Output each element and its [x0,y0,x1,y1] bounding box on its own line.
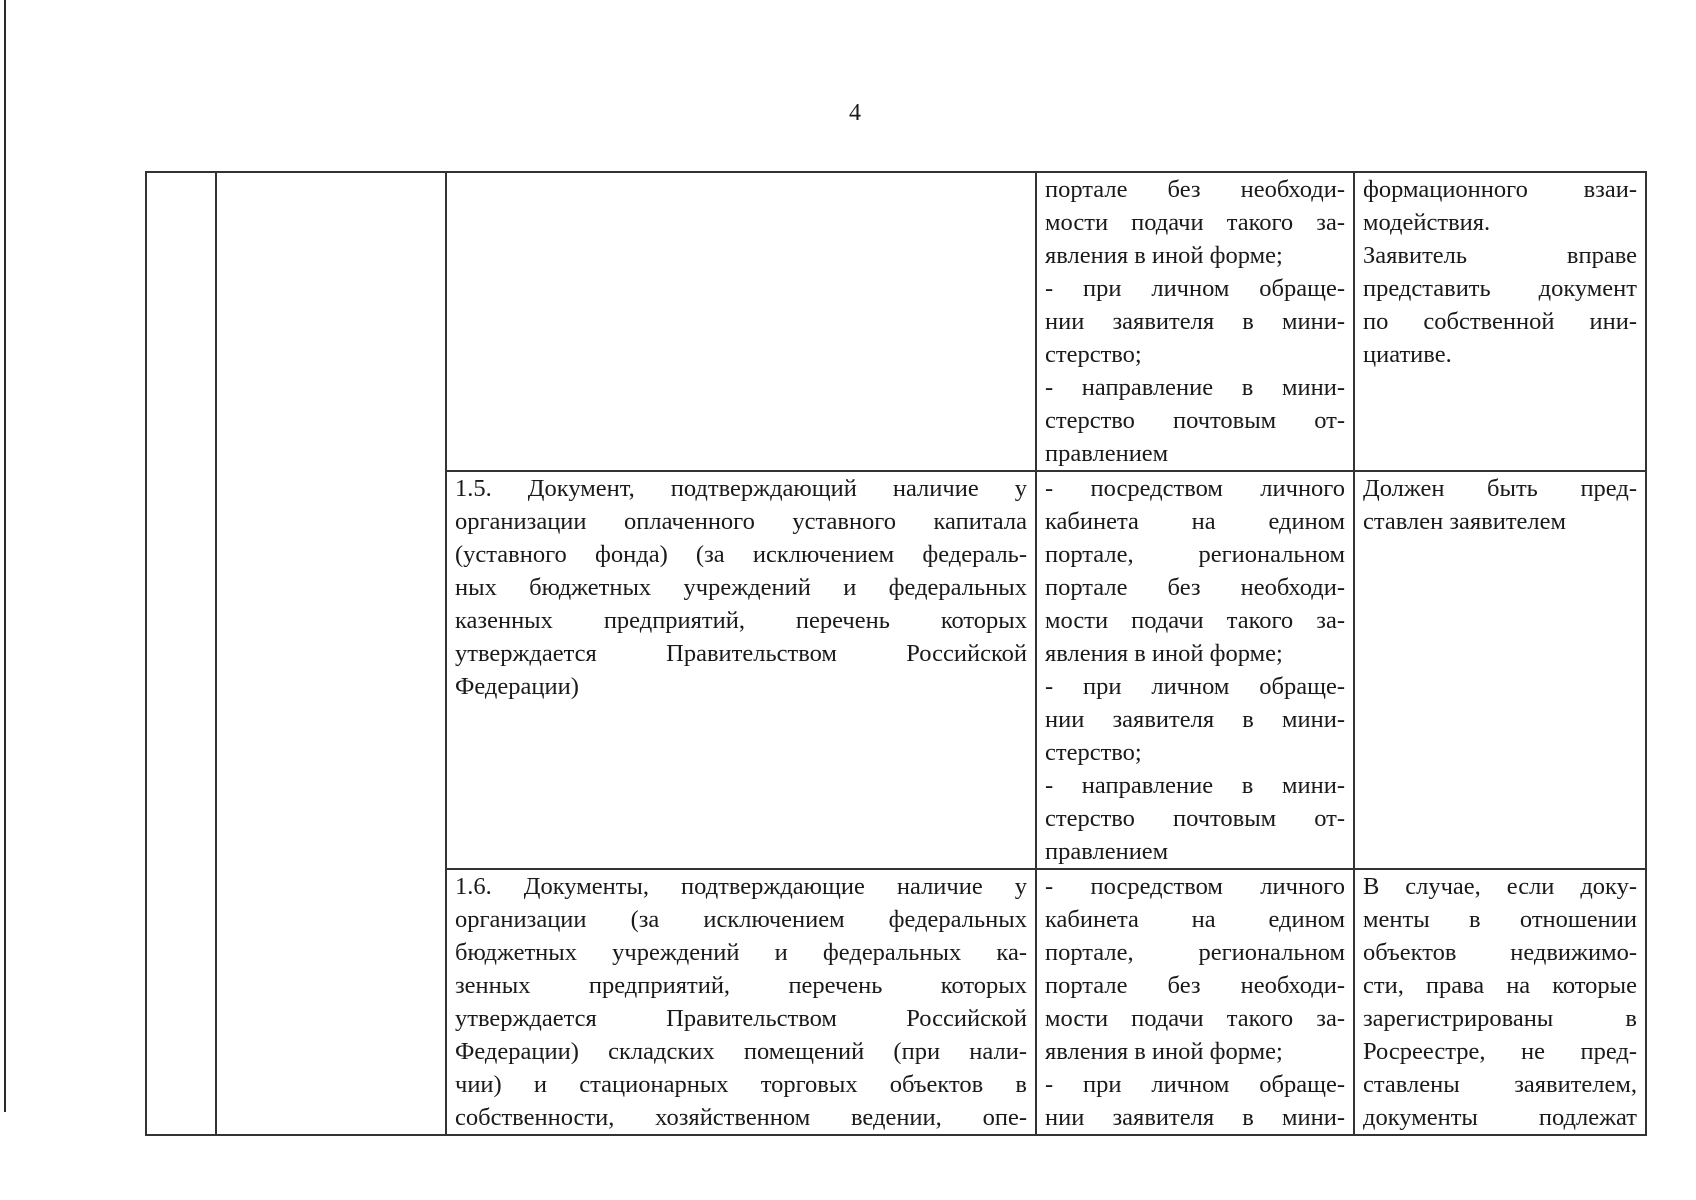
text-line: формационного взаи- [1363,176,1637,203]
text-line: явления в иной форме; [1045,640,1283,667]
note-cell [1354,869,1646,1135]
text-line: собственности, хозяйственном ведении, опе- [455,1104,1027,1131]
text-line: стерство почтовым от- [1045,805,1345,832]
group-column-cell [216,172,446,1135]
text-line: ставлен заявителем [1363,508,1567,535]
text-line: правлением [1045,440,1169,467]
text-line: утверждается Правительством Российской [455,640,1027,667]
text-line: Федерации) складских помещений (при нали- [455,1038,1027,1065]
text-line: нии заявителя в мини- [1045,308,1345,335]
text-line: Должен быть пред- [1363,475,1637,502]
text-line: модействия. [1363,209,1491,236]
text-line: нии заявителя в мини- [1045,706,1345,733]
text-line: кабинета на едином [1045,508,1345,535]
text-line: по собственной ини- [1363,308,1637,335]
text-line: стерство; [1045,739,1142,766]
text-line: мости подачи такого за- [1045,607,1345,634]
text-line: объектов недвижимо- [1363,939,1637,966]
text-line: организации (за исключением федеральных [455,906,1027,933]
text-line: - направление в мини- [1045,374,1345,401]
note-cell [1354,471,1646,869]
text-line: явления в иной форме; [1045,1038,1283,1065]
text-line: кабинета на едином [1045,906,1345,933]
text-line: казенных предприятий, перечень которых [455,607,1027,634]
text-line: Росреестре, не пред- [1363,1038,1637,1065]
text-line: стерство; [1045,341,1142,368]
text-line: документы подлежат [1363,1104,1637,1131]
text-line: мости подачи такого за- [1045,1005,1345,1032]
text-line: - посредством личного [1045,873,1345,900]
text-line: представить документ [1363,275,1637,302]
text-line: - направление в мини- [1045,772,1345,799]
page-number: 4 [849,100,861,126]
table-row [146,172,1646,471]
text-line: нии заявителя в мини- [1045,1104,1345,1131]
text-line: ных бюджетных учреждений и федеральных [455,574,1027,601]
text-line: циативе. [1363,341,1452,368]
text-line: утверждается Правительством Российской [455,1005,1027,1032]
number-column-cell [146,172,216,1135]
document-cell [446,172,1036,471]
text-line: - при личном обраще- [1045,1071,1345,1098]
text-line: 1.5. Документ, подтверждающий наличие у [455,475,1027,502]
text-line: зарегистрированы в [1363,1005,1637,1032]
text-line: явления в иной форме; [1045,242,1283,269]
methods-cell [1036,471,1354,869]
documents-table [145,171,1647,1136]
methods-cell [1036,172,1354,471]
text-line: менты в отношении [1363,906,1637,933]
text-line: - при личном обраще- [1045,673,1345,700]
text-line: ставлены заявителем, [1363,1071,1637,1098]
text-line: В случае, если доку- [1363,873,1637,900]
text-line: организации оплаченного уставного капитала [455,508,1027,535]
text-line: (уставного фонда) (за исключением федераль- [455,541,1027,568]
text-line: портале, региональном [1045,541,1345,568]
text-line: стерство почтовым от- [1045,407,1345,434]
text-line: сти, права на которые [1363,972,1637,999]
text-line: портале без необходи- [1045,972,1345,999]
text-line: - посредством личного [1045,475,1345,502]
text-line: портале без необходи- [1045,176,1345,203]
note-cell [1354,172,1646,471]
text-line: бюджетных учреждений и федеральных ка- [455,939,1027,966]
document-cell [446,869,1036,1135]
text-line: портале без необходи- [1045,574,1345,601]
scan-edge-line [4,0,6,1112]
text-line: правлением [1045,838,1169,865]
text-line: 1.6. Документы, подтверждающие наличие у [455,873,1027,900]
text-line: Заявитель вправе [1363,242,1637,269]
text-line: мости подачи такого за- [1045,209,1345,236]
text-line: Федерации) [455,673,579,700]
text-line: чии) и стационарных торговых объектов в [455,1071,1027,1098]
document-cell [446,471,1036,869]
text-line: - при личном обраще- [1045,275,1345,302]
text-line: зенных предприятий, перечень которых [455,972,1027,999]
methods-cell [1036,869,1354,1135]
text-line: портале, региональном [1045,939,1345,966]
